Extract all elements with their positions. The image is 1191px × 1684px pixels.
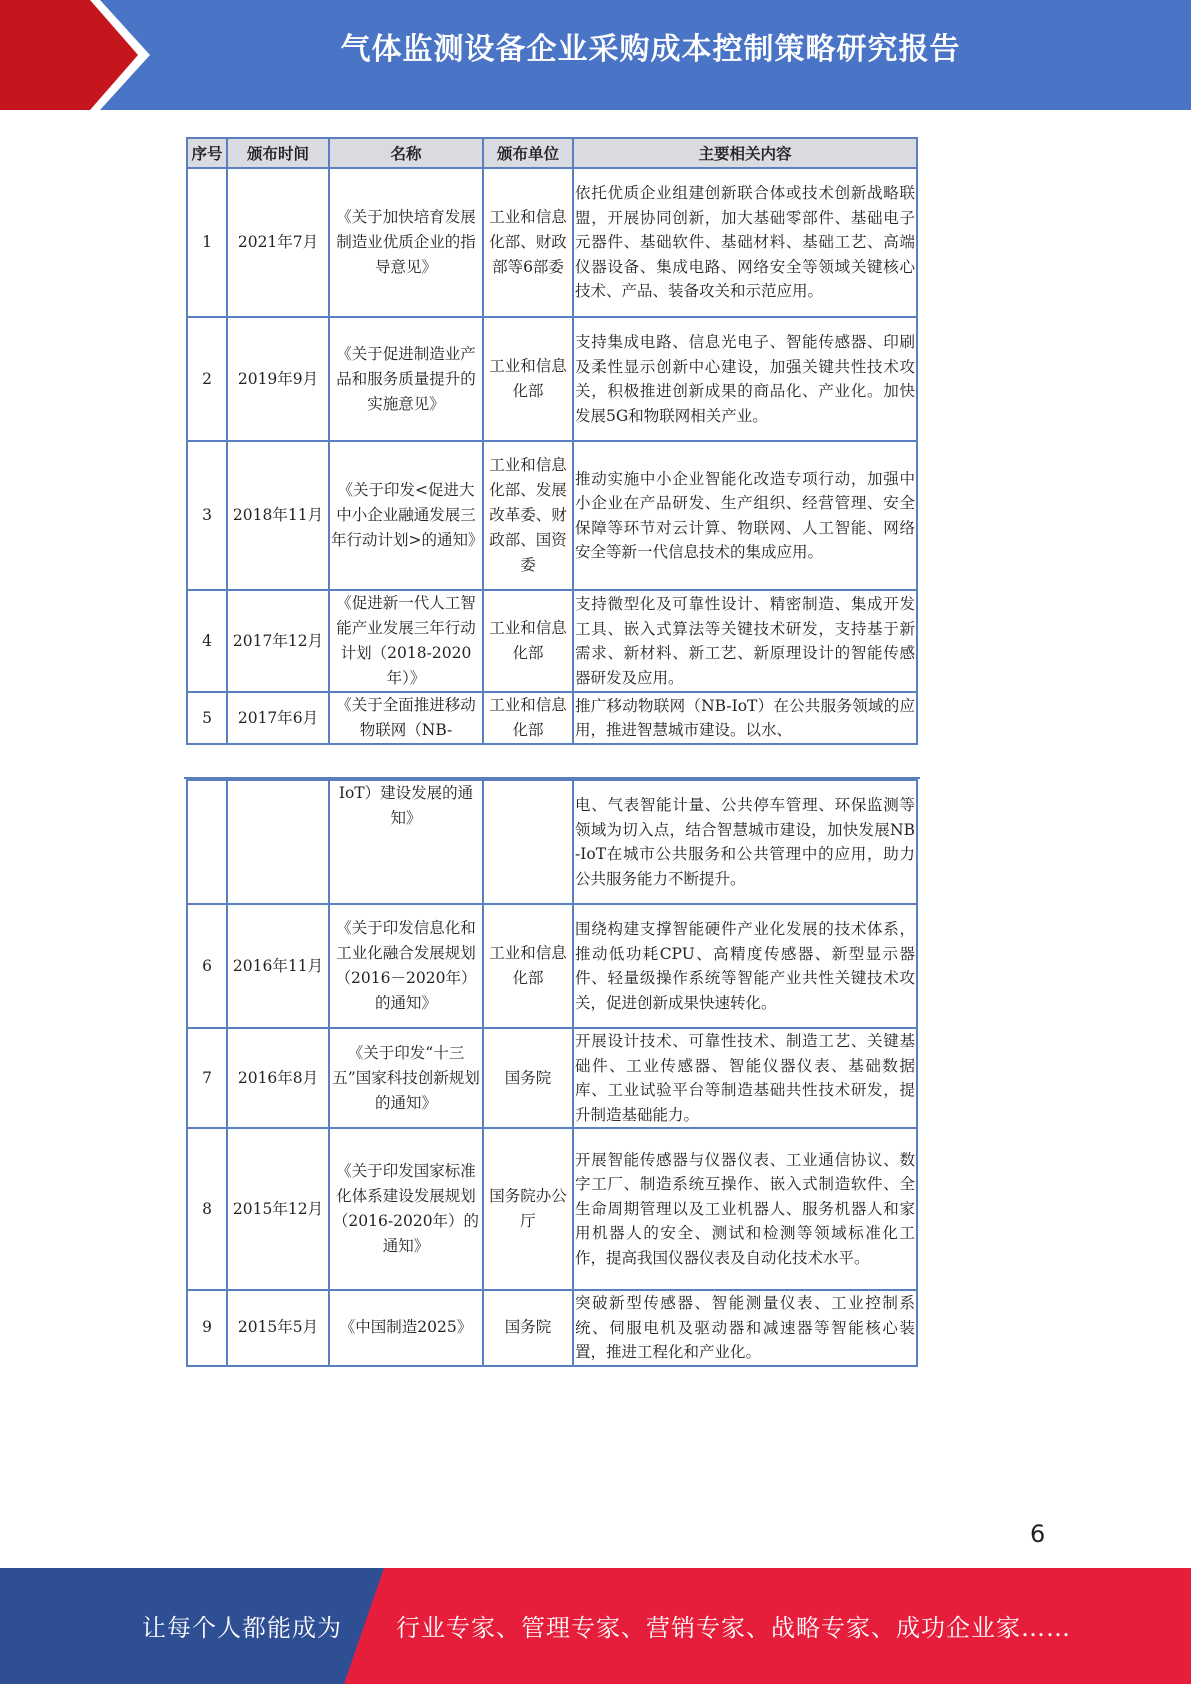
row-content: 推广移动物联网（NB-IoT）在公共服务领域的应用，推进智慧城市建设。以水、 <box>573 692 917 744</box>
row-org: 工业和信息化部、发展改革委、财政部、国资委 <box>483 441 573 590</box>
row-num: 1 <box>187 168 227 317</box>
row-content: 电、气表智能计量、公共停车管理、环保监测等领域为切入点，结合智慧城市建设，加快发展NB-IoT在城市公共服务和公共管理中的应用，助力公共服务能力不断提升。 <box>573 780 917 904</box>
table-row-continuation <box>187 780 917 904</box>
row-num: 4 <box>187 590 227 692</box>
row-date: 2016年8月 <box>227 1028 329 1128</box>
table-header-row <box>187 138 917 168</box>
row-num: 2 <box>187 317 227 441</box>
row-name: 《关于印发信息化和工业化融合发展规划（2016－2020年）的通知》 <box>329 904 483 1028</box>
row-content: 推动实施中小企业智能化改造专项行动，加强中小企业在产品研发、生产组织、经营管理、安全保障等环节对云计算、物联网、人工智能、网络安全等新一代信息技术的集成应用。 <box>573 441 917 590</box>
header-date: 颁布时间 <box>227 138 329 168</box>
footer-slogan-right: 行业专家、管理专家、营销专家、战略专家、成功企业家…… <box>396 1614 1071 1642</box>
row-org: 工业和信息化部 <box>483 590 573 692</box>
header-num: 序号 <box>187 138 227 168</box>
table-row <box>187 904 917 1028</box>
footer-slogan-left: 让每个人都能成为 <box>142 1614 342 1642</box>
row-name: 《促进新一代人工智能产业发展三年行动计划（2018-2020年）》 <box>329 590 483 692</box>
table-row <box>187 441 917 590</box>
row-num: 9 <box>187 1290 227 1366</box>
row-name: IoT）建设发展的通知》 <box>329 780 483 904</box>
table-row <box>187 317 917 441</box>
header-content: 主要相关内容 <box>573 138 917 168</box>
page-footer <box>0 1568 1191 1684</box>
row-org: 工业和信息化部 <box>483 317 573 441</box>
row-name: 《关于全面推进移动物联网（NB- <box>329 692 483 744</box>
table-row <box>187 1290 917 1366</box>
row-date: 2018年11月 <box>227 441 329 590</box>
row-num: 5 <box>187 692 227 744</box>
row-org: 工业和信息化部 <box>483 692 573 744</box>
table-row <box>187 692 917 744</box>
row-org: 国务院 <box>483 1028 573 1128</box>
row-content: 开展设计技术、可靠性技术、制造工艺、关键基础件、工业传感器、智能仪器仪表、基础数据库、工业试验平台等制造基础共性技术研发，提升制造基础能力。 <box>573 1028 917 1128</box>
row-name: 《关于促进制造业产品和服务质量提升的实施意见》 <box>329 317 483 441</box>
row-content: 支持集成电路、信息光电子、智能传感器、印刷及柔性显示创新中心建设，加强关键共性技术攻关，积极推进创新成果的商品化、产业化。加快发展5G和物联网相关产业。 <box>573 317 917 441</box>
row-num <box>187 780 227 904</box>
row-date: 2021年7月 <box>227 168 329 317</box>
row-date: 2017年12月 <box>227 590 329 692</box>
row-date: 2015年12月 <box>227 1128 329 1290</box>
table-row <box>187 590 917 692</box>
row-content: 围绕构建支撑智能硬件产业化发展的技术体系，推动低功耗CPU、高精度传感器、新型显示器件、轻量级操作系统等智能产业共性关键技术攻关，促进创新成果快速转化。 <box>573 904 917 1028</box>
row-name: 《关于印发“十三五”国家科技创新规划的通知》 <box>329 1028 483 1128</box>
table-row <box>187 1028 917 1128</box>
row-date: 2019年9月 <box>227 317 329 441</box>
row-org: 国务院 <box>483 1290 573 1366</box>
row-content: 支持微型化及可靠性设计、精密制造、集成开发工具、嵌入式算法等关键技术研发，支持基于新需求、新材料、新工艺、新原理设计的智能传感器研发及应用。 <box>573 590 917 692</box>
row-date <box>227 780 329 904</box>
header-org: 颁布单位 <box>483 138 573 168</box>
row-num: 7 <box>187 1028 227 1128</box>
row-num: 6 <box>187 904 227 1028</box>
row-org <box>483 780 573 904</box>
header-name: 名称 <box>329 138 483 168</box>
row-num: 3 <box>187 441 227 590</box>
row-date: 2016年11月 <box>227 904 329 1028</box>
table-row <box>187 168 917 317</box>
row-date: 2017年6月 <box>227 692 329 744</box>
row-name: 《关于印发国家标准化体系建设发展规划（2016-2020年）的通知》 <box>329 1128 483 1290</box>
table-row <box>187 1128 917 1290</box>
row-name: 《关于加快培育发展制造业优质企业的指导意见》 <box>329 168 483 317</box>
policy-table-continued <box>186 779 918 1367</box>
row-content: 依托优质企业组建创新联合体或技术创新战略联盟，开展协同创新，加大基础零部件、基础电子元器件、基础软件、基础材料、基础工艺、高端仪器设备、集成电路、网络安全等领域关键核心技术、产品、装备攻关和示范应用。 <box>573 168 917 317</box>
row-content: 开展智能传感器与仪器仪表、工业通信协议、数字工厂、制造系统互操作、嵌入式制造软件、全生命周期管理以及工业机器人、服务机器人和家用机器人的安全、测试和检测等领域标准化工作，提高我国仪器仪表及自动化技术水平。 <box>573 1128 917 1290</box>
row-org: 工业和信息化部 <box>483 904 573 1028</box>
report-title: 气体监测设备企业采购成本控制策略研究报告 <box>340 32 961 67</box>
row-name: 《中国制造2025》 <box>329 1290 483 1366</box>
row-content: 突破新型传感器、智能测量仪表、工业控制系统、伺服电机及驱动器和减速器等智能核心装置，推进工程化和产业化。 <box>573 1290 917 1366</box>
row-num: 8 <box>187 1128 227 1290</box>
page-header <box>0 0 1191 110</box>
row-org: 工业和信息化部、财政部等6部委 <box>483 168 573 317</box>
page-number: 6 <box>1030 1520 1046 1548</box>
policy-table <box>186 137 918 745</box>
row-name: 《关于印发<促进大中小企业融通发展三年行动计划>的通知》 <box>329 441 483 590</box>
row-org: 国务院办公厅 <box>483 1128 573 1290</box>
row-date: 2015年5月 <box>227 1290 329 1366</box>
